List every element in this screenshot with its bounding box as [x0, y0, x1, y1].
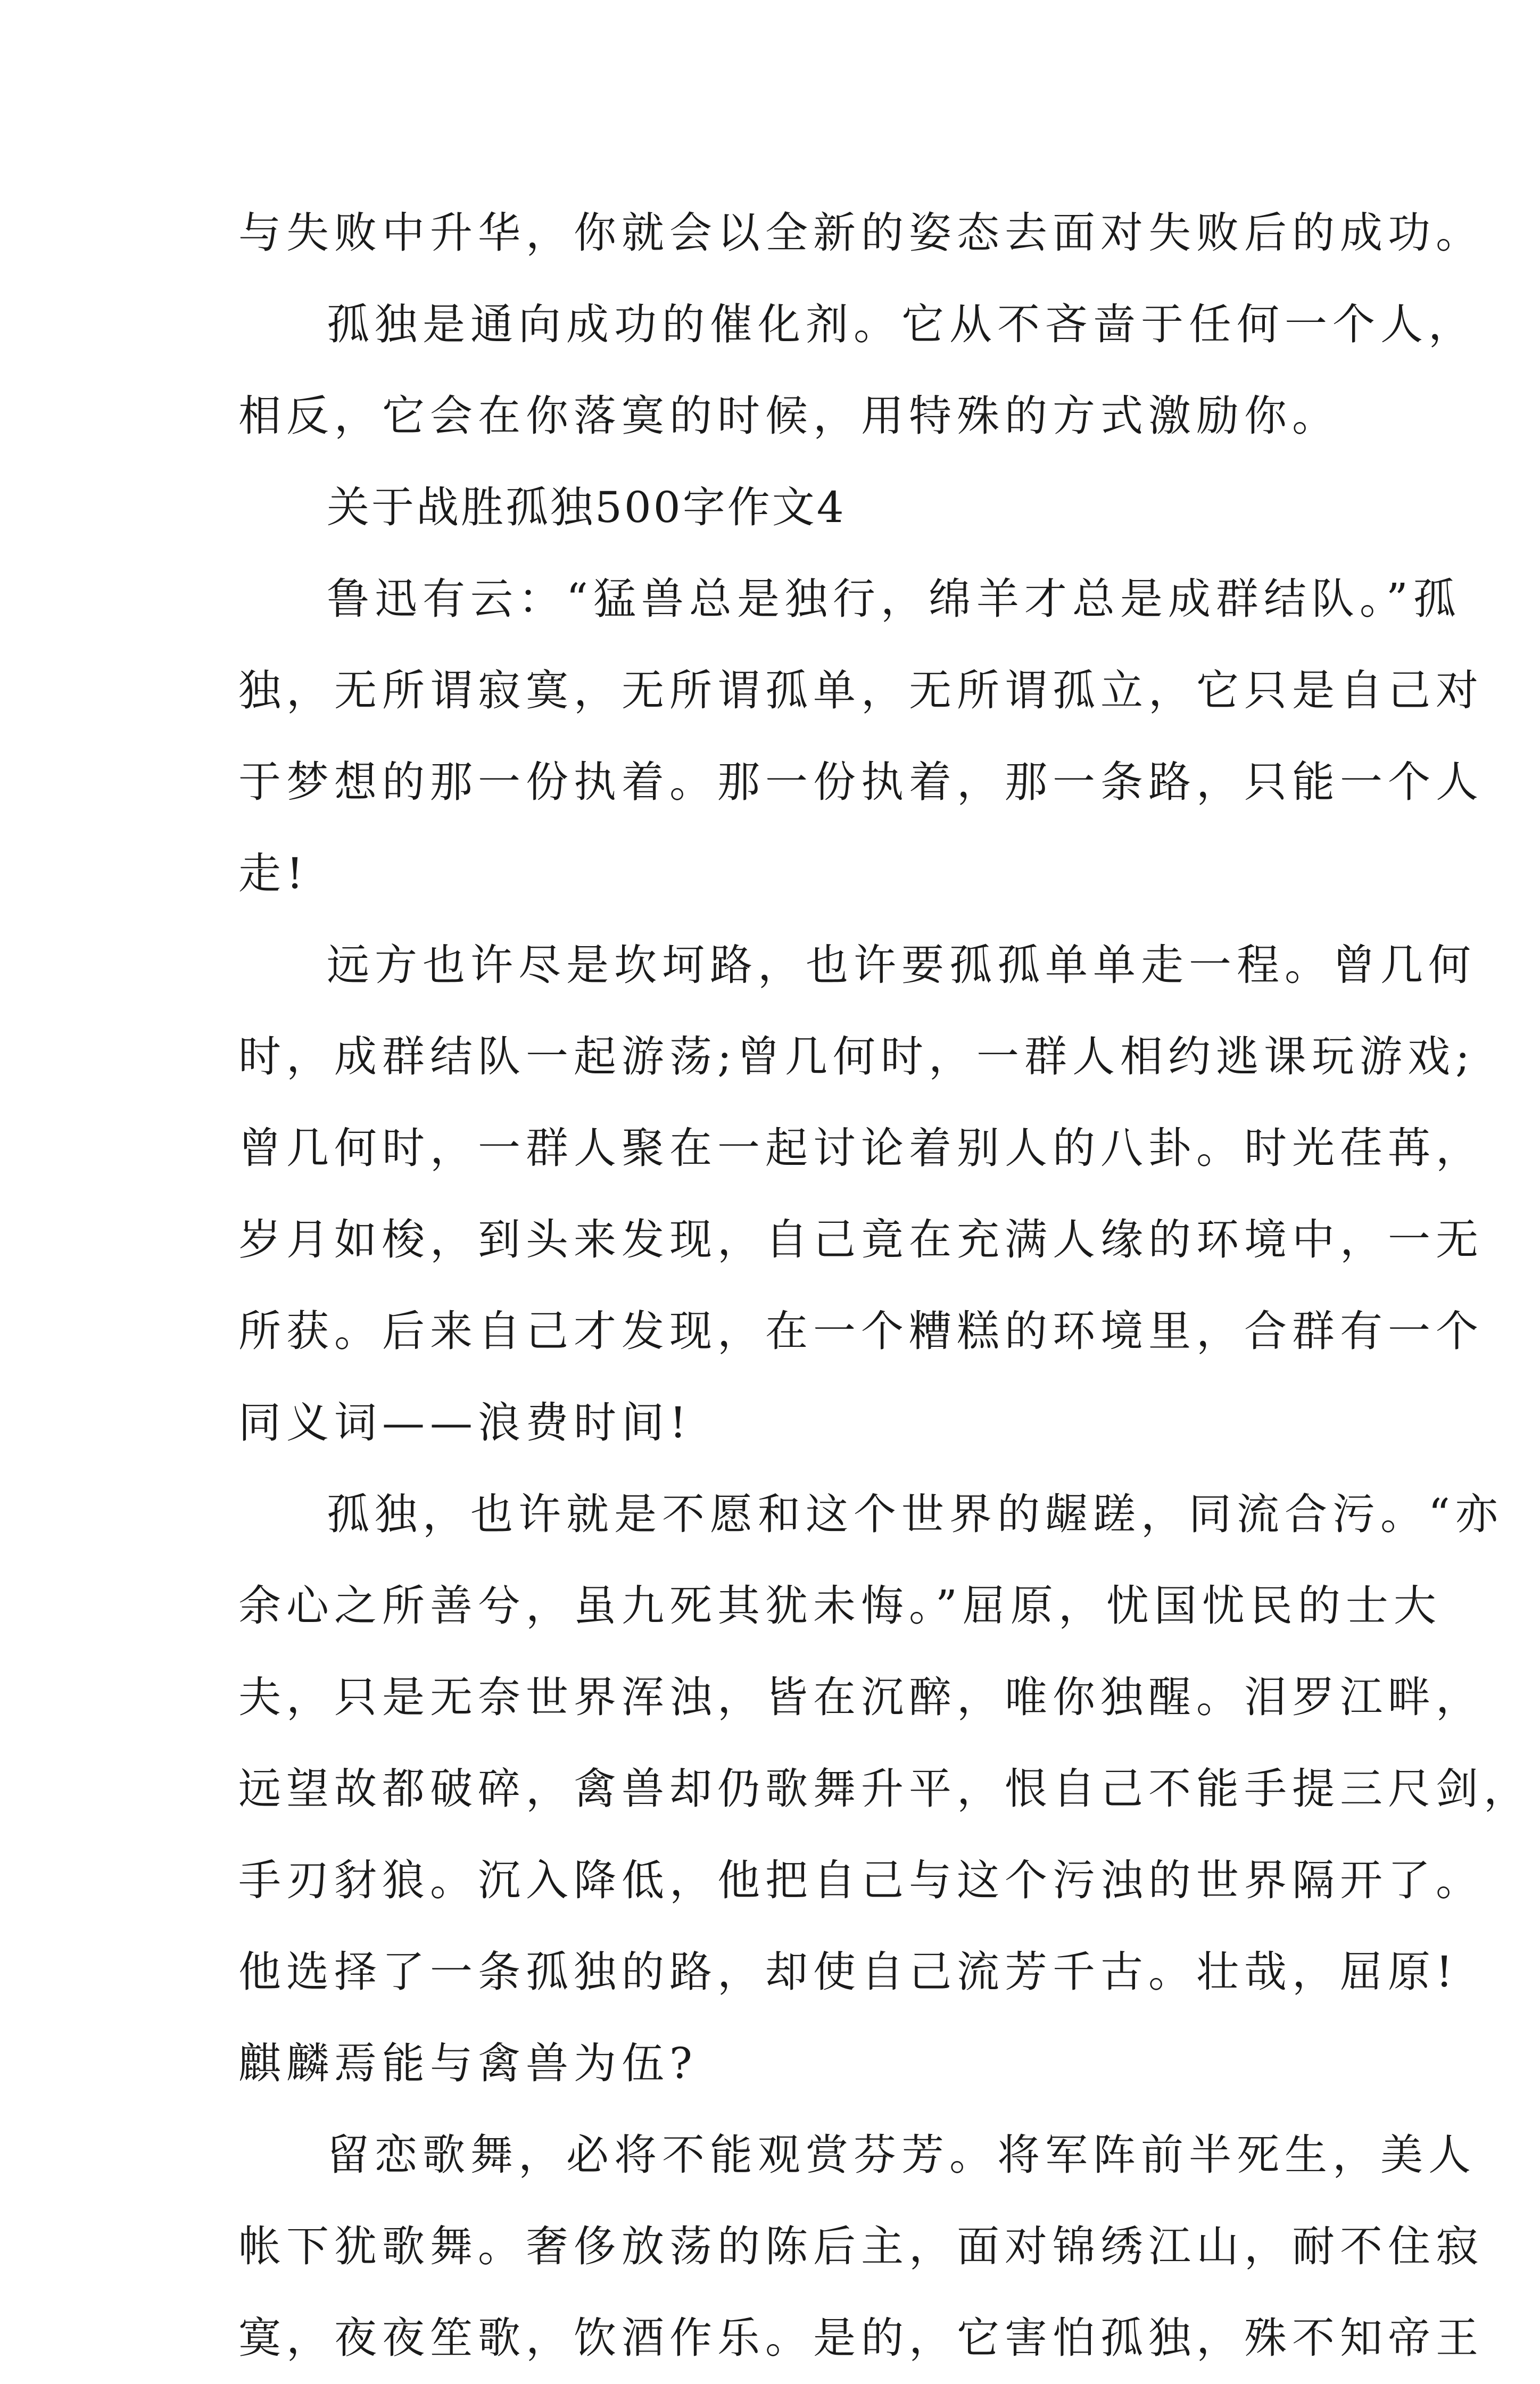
paragraph-start-line: 远方也许尽是坎坷路，也许要孤孤单单走一程。曾几何: [327, 940, 1476, 990]
text-line: 手刃豺狼。沉入降低，他把自己与这个污浊的世界隔开了。: [238, 1856, 1484, 1905]
text-line: 麒麟焉能与禽兽为伍?: [238, 2039, 698, 2088]
paragraph-start-line: 孤独是通向成功的催化剂。它从不吝啬于任何一个人，: [327, 300, 1476, 349]
text-line: 独，无所谓寂寞，无所谓孤单，无所谓孤立，它只是自己对: [238, 666, 1484, 715]
text-line: 夫，只是无奈世界浑浊，皆在沉醉，唯你独醒。泪罗江畔，: [238, 1673, 1484, 1722]
text-line: 相反，它会在你落寞的时候，用特殊的方式激励你。: [238, 391, 1340, 441]
text-line: 同义词——浪费时间!: [238, 1398, 692, 1447]
text-line: 于梦想的那一份执着。那一份执着，那一条路，只能一个人: [238, 757, 1484, 807]
text-line: 走!: [238, 849, 309, 898]
text-line: 岁月如梭，到头来发现，自己竟在充满人缘的环境中，一无: [238, 1215, 1484, 1264]
text-line: 帐下犹歌舞。奢侈放荡的陈后主，面对锦绣江山，耐不住寂: [238, 2222, 1484, 2271]
paragraph-start-line: 孤独，也许就是不愿和这个世界的龌蹉，同流合污。“亦: [327, 1489, 1503, 1539]
text-line: 余心之所善兮，虽九死其犹未悔。”屈原，忧国忧民的士大: [238, 1581, 1442, 1630]
paragraph-start-line: 鲁迅有云：“猛兽总是独行，绵羊才总是成群结队。”孤: [327, 574, 1461, 624]
text-line: 曾几何时，一群人聚在一起讨论着别人的八卦。时光荏苒，: [238, 1123, 1484, 1173]
section-heading: 关于战胜孤独500字作文4: [327, 483, 846, 532]
document-body: [238, 187, 1531, 2384]
text-line: 寞，夜夜笙歌，饮酒作乐。是的，它害怕孤独，殊不知帝王: [238, 2313, 1484, 2363]
text-line: 远望故都破碎，禽兽却仍歌舞升平，恨自己不能手提三尺剑，: [238, 1764, 1531, 1814]
text-line: 时，成群结队一起游荡;曾几何时，一群人相约逃课玩游戏;: [238, 1032, 1475, 1081]
text-line: 他选择了一条孤独的路，却使自己流芳千古。壮哉，屈原!: [238, 1947, 1459, 1997]
text-line: 所获。后来自己才发现，在一个糟糕的环境里，合群有一个: [238, 1306, 1484, 1356]
paragraph-start-line: 留恋歌舞，必将不能观赏芬芳。将军阵前半死生，美人: [327, 2130, 1476, 2180]
text-line: 与失败中升华，你就会以全新的姿态去面对失败后的成功。: [238, 208, 1484, 258]
